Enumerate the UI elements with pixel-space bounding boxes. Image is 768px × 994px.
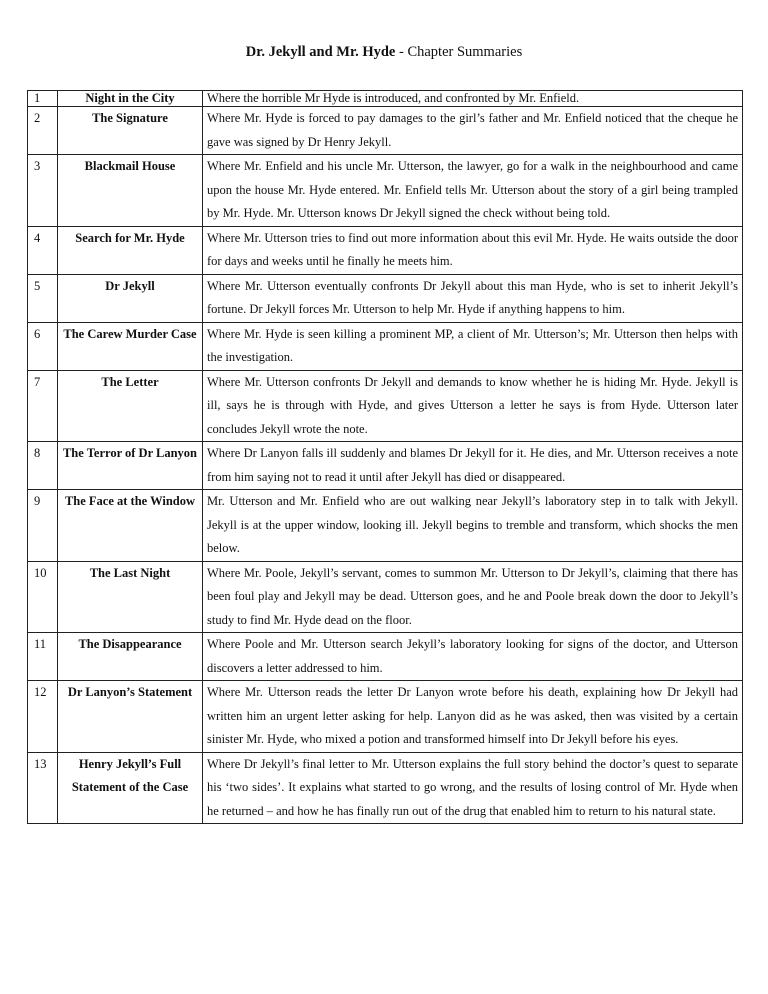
chapter-summary: Where Mr. Utterson tries to find out more information about this evil Mr. Hyde. He waits outside the door for days and weeks until he finally he meets him. bbox=[203, 226, 743, 274]
chapter-number: 10 bbox=[28, 561, 58, 633]
chapter-summary: Where Dr Jekyll’s final letter to Mr. Utterson explains the full story behind the doctor’s quest to separate his ‘two sides’. It explains what started to go wrong, and the results of losing control of Mr. Hyde when he returned – and how he has finally run out of the drug that enabled him to return to his natural state. bbox=[203, 752, 743, 824]
chapter-summary: Where Poole and Mr. Utterson search Jekyll’s laboratory looking for signs of the doctor, and Utterson discovers a letter addressed to him. bbox=[203, 633, 743, 681]
table-row bbox=[28, 442, 743, 490]
table-row bbox=[28, 561, 743, 633]
chapter-summary: Where Mr. Utterson reads the letter Dr Lanyon wrote before his death, explaining how Dr Jekyll had written him an urgent letter asking for help. Lanyon did as he was asked, then was visited by a certain sinister Mr. Hyde, who mixed a potion and transformed himself into Dr Jekyll before his eyes. bbox=[203, 681, 743, 753]
chapter-title: The Carew Murder Case bbox=[58, 322, 203, 370]
chapter-title: The Signature bbox=[58, 107, 203, 155]
chapter-title: Dr Lanyon’s Statement bbox=[58, 681, 203, 753]
table-row bbox=[28, 681, 743, 753]
chapter-number: 3 bbox=[28, 155, 58, 227]
chapter-summary: Mr. Utterson and Mr. Enfield who are out walking near Jekyll’s laboratory step in to talk with Jekyll. Jekyll is at the upper window, looking ill. Jekyll begins to tremble and transform, which shocks the men below. bbox=[203, 490, 743, 562]
chapter-title: Blackmail House bbox=[58, 155, 203, 227]
chapter-number: 13 bbox=[28, 752, 58, 824]
table-row bbox=[28, 752, 743, 824]
chapter-title: Dr Jekyll bbox=[58, 274, 203, 322]
chapter-number: 7 bbox=[28, 370, 58, 442]
chapter-title: The Face at the Window bbox=[58, 490, 203, 562]
chapter-title: The Letter bbox=[58, 370, 203, 442]
chapter-number: 9 bbox=[28, 490, 58, 562]
chapter-title: The Last Night bbox=[58, 561, 203, 633]
table-row bbox=[28, 91, 743, 107]
chapter-number: 12 bbox=[28, 681, 58, 753]
title-bold: Dr. Jekyll and Mr. Hyde bbox=[245, 44, 396, 60]
chapter-title: Henry Jekyll’s Full Statement of the Case bbox=[58, 752, 203, 824]
table-row bbox=[28, 490, 743, 562]
chapter-summary: Where Mr. Utterson eventually confronts Dr Jekyll about this man Hyde, who is set to inherit Jekyll’s fortune. Dr Jekyll forces Mr. Utterson to help Mr. Hyde if anything happens to him. bbox=[203, 274, 743, 322]
chapter-title: The Disappearance bbox=[58, 633, 203, 681]
chapter-number: 2 bbox=[28, 107, 58, 155]
chapter-summary: Where Dr Lanyon falls ill suddenly and blames Dr Jekyll for it. He dies, and Mr. Utterson receives a note from him saying not to read it until after Jekyll has died or disappeared. bbox=[203, 442, 743, 490]
chapter-number: 11 bbox=[28, 633, 58, 681]
table-row bbox=[28, 107, 743, 155]
table-row bbox=[28, 226, 743, 274]
chapter-number: 5 bbox=[28, 274, 58, 322]
table-row bbox=[28, 322, 743, 370]
chapter-number: 1 bbox=[28, 91, 58, 107]
chapter-title: Night in the City bbox=[58, 91, 203, 107]
chapter-summary: Where Mr. Hyde is forced to pay damages to the girl’s father and Mr. Enfield noticed that the cheque he gave was signed by Dr Henry Jekyll. bbox=[203, 107, 743, 155]
table-body bbox=[28, 91, 743, 824]
page-title bbox=[0, 44, 768, 61]
chapter-title: Search for Mr. Hyde bbox=[58, 226, 203, 274]
chapter-number: 4 bbox=[28, 226, 58, 274]
chapter-summary: Where Mr. Poole, Jekyll’s servant, comes to summon Mr. Utterson to Dr Jekyll’s, claiming that there has been foul play and Jekyll may be dead. Utterson goes, and he and Poole break down the door to Jekyll’s study to find Mr. Hyde dead on the floor. bbox=[203, 561, 743, 633]
chapter-number: 6 bbox=[28, 322, 58, 370]
chapter-summary: Where the horrible Mr Hyde is introduced, and confronted by Mr. Enfield. bbox=[203, 91, 743, 107]
title-rest: - Chapter Summaries bbox=[395, 44, 523, 60]
chapter-number: 8 bbox=[28, 442, 58, 490]
chapter-summary: Where Mr. Hyde is seen killing a prominent MP, a client of Mr. Utterson’s; Mr. Utterson then helps with the investigation. bbox=[203, 322, 743, 370]
table-row bbox=[28, 633, 743, 681]
chapter-summary: Where Mr. Enfield and his uncle Mr. Utterson, the lawyer, go for a walk in the neighbourhood and came upon the house Mr. Hyde entered. Mr. Enfield tells Mr. Utterson about the story of a girl being trampled by Mr. Hyde. Mr. Utterson knows Dr Jekyll signed the check without being told. bbox=[203, 155, 743, 227]
chapter-summary: Where Mr. Utterson confronts Dr Jekyll and demands to know whether he is hiding Mr. Hyde. Jekyll is ill, says he is through with Hyde, and gives Utterson a letter he says is from Hyde. Utterson later concludes Jekyll wrote the note. bbox=[203, 370, 743, 442]
table-row bbox=[28, 155, 743, 227]
table-row bbox=[28, 274, 743, 322]
table-row bbox=[28, 370, 743, 442]
chapter-summaries-table bbox=[27, 90, 743, 824]
chapter-title: The Terror of Dr Lanyon bbox=[58, 442, 203, 490]
